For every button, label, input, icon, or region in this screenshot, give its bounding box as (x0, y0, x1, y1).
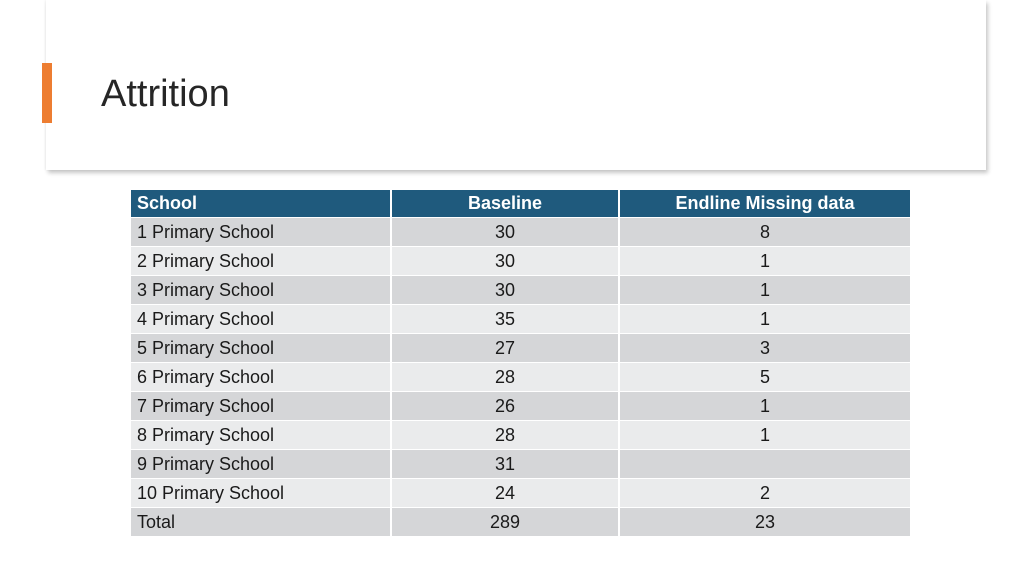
header-baseline: Baseline (391, 190, 619, 218)
cell-endline-missing: 1 (619, 276, 910, 305)
cell-baseline: 24 (391, 479, 619, 508)
cell-endline-missing: 1 (619, 392, 910, 421)
cell-endline-missing: 8 (619, 218, 910, 247)
table-row (131, 218, 910, 247)
header-school: School (131, 190, 391, 218)
cell-school: 3 Primary School (131, 276, 391, 305)
cell-baseline: 35 (391, 305, 619, 334)
cell-school: 9 Primary School (131, 450, 391, 479)
cell-baseline: 28 (391, 363, 619, 392)
cell-school: 6 Primary School (131, 363, 391, 392)
table-row (131, 479, 910, 508)
cell-endline-missing: 1 (619, 247, 910, 276)
cell-endline-missing: 1 (619, 421, 910, 450)
cell-baseline: 30 (391, 276, 619, 305)
cell-school: 4 Primary School (131, 305, 391, 334)
cell-total-baseline: 289 (391, 508, 619, 537)
cell-baseline: 31 (391, 450, 619, 479)
cell-school: 7 Primary School (131, 392, 391, 421)
table-row (131, 305, 910, 334)
cell-baseline: 30 (391, 218, 619, 247)
cell-school: 5 Primary School (131, 334, 391, 363)
cell-school: 8 Primary School (131, 421, 391, 450)
cell-school: 2 Primary School (131, 247, 391, 276)
header-endline-missing: Endline Missing data (619, 190, 910, 218)
table-row (131, 334, 910, 363)
cell-endline-missing: 5 (619, 363, 910, 392)
cell-endline-missing: 3 (619, 334, 910, 363)
title-accent-bar (42, 63, 52, 123)
cell-total-endline-missing: 23 (619, 508, 910, 537)
table-row (131, 247, 910, 276)
table-row (131, 276, 910, 305)
slide-title: Attrition (101, 73, 230, 115)
cell-baseline: 26 (391, 392, 619, 421)
table-row (131, 392, 910, 421)
cell-endline-missing: 2 (619, 479, 910, 508)
attrition-table (131, 190, 910, 537)
table-row (131, 363, 910, 392)
cell-school: 1 Primary School (131, 218, 391, 247)
cell-baseline: 28 (391, 421, 619, 450)
cell-baseline: 27 (391, 334, 619, 363)
table-row (131, 450, 910, 479)
cell-school: 10 Primary School (131, 479, 391, 508)
cell-baseline: 30 (391, 247, 619, 276)
table-header-row (131, 190, 910, 218)
cell-total-label: Total (131, 508, 391, 537)
cell-endline-missing (619, 450, 910, 479)
cell-endline-missing: 1 (619, 305, 910, 334)
table-row (131, 421, 910, 450)
table-total-row (131, 508, 910, 537)
